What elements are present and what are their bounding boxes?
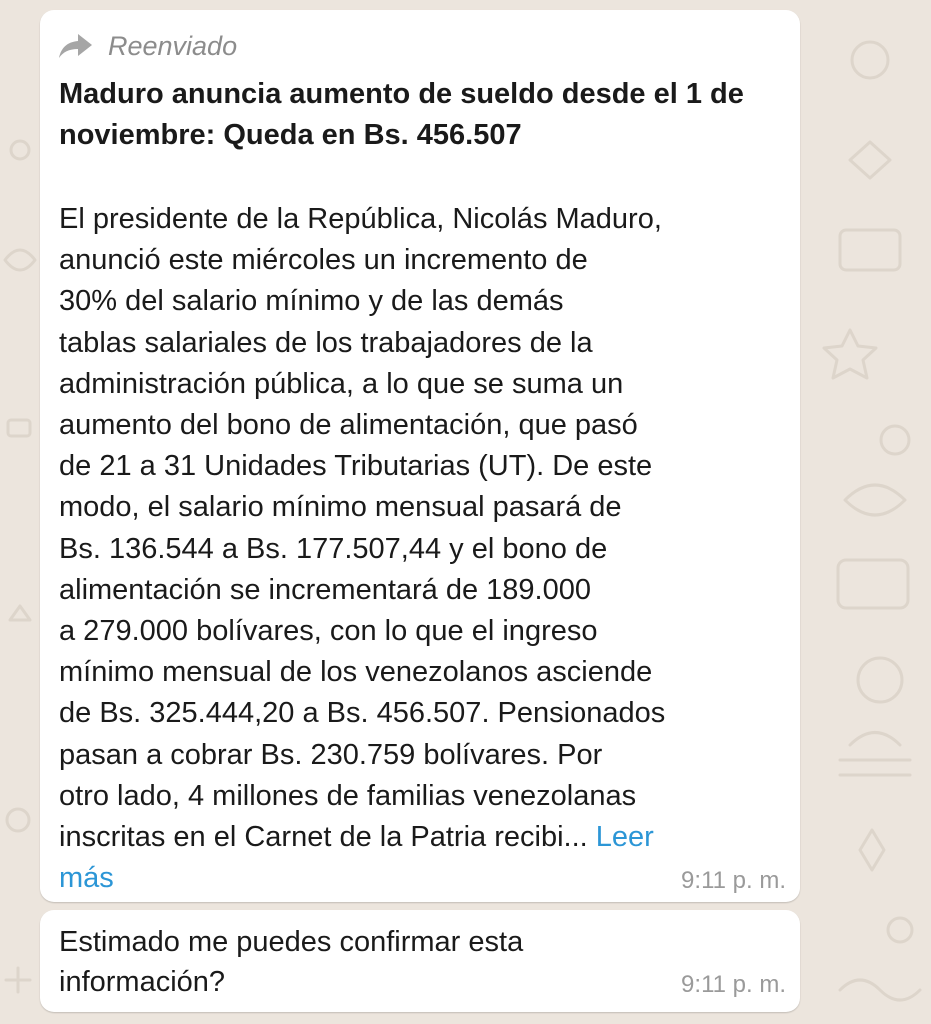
body-line: aumento del bono de alimentación, que pasó	[59, 409, 638, 442]
forwarded-indicator	[58, 28, 237, 64]
body-line: a 279.000 bolívares, con lo que el ingreso	[59, 615, 598, 648]
body-line: administración pública, a lo que se suma un	[59, 367, 624, 400]
body-line: tablas salariales de los trabajadores de la	[59, 326, 593, 359]
reply-message-bubble[interactable]	[40, 910, 800, 1012]
body-line: otro lado, 4 millones de familias venezolanas	[59, 779, 637, 812]
body-line: anunció este miércoles un incremento de	[59, 244, 588, 277]
forward-arrow-icon	[58, 32, 94, 60]
message-body	[59, 199, 779, 899]
body-line-last	[59, 817, 779, 858]
read-more-link[interactable]: Leer	[595, 821, 654, 854]
read-more-continuation	[59, 858, 779, 899]
body-line: de Bs. 325.444,20 a Bs. 456.507. Pensionados	[59, 697, 666, 730]
read-more-link-continued[interactable]: más	[59, 862, 114, 895]
reply-text	[59, 922, 659, 1002]
reply-line: Estimado me puedes confirmar esta	[59, 926, 524, 958]
reply-timestamp: 9:11 p. m.	[681, 971, 786, 998]
body-line: El presidente de la República, Nicolás Maduro,	[59, 203, 662, 235]
headline-line: Maduro anuncia aumento de sueldo desde el 1	[59, 78, 702, 110]
forwarded-message-bubble[interactable]	[40, 10, 800, 902]
body-line-text: inscritas en el Carnet de la Patria recibi...	[59, 821, 588, 854]
message-headline	[59, 74, 789, 156]
forwarded-label: Reenviado	[108, 31, 238, 61]
message-timestamp: 9:11 p. m.	[681, 867, 786, 894]
headline-line: de noviembre: Queda en Bs. 456.507	[59, 78, 744, 151]
body-line: Bs. 136.544 a Bs. 177.507,44 y el bono de	[59, 532, 608, 565]
body-line: de 21 a 31 Unidades Tributarias (UT). De este	[59, 450, 653, 483]
body-line: alimentación se incrementará de 189.000	[59, 573, 591, 606]
body-line: modo, el salario mínimo mensual pasará de	[59, 491, 622, 524]
body-line: mínimo mensual de los venezolanos asciende	[59, 656, 653, 689]
reply-line: información?	[59, 966, 226, 998]
body-line: 30% del salario mínimo y de las demás	[59, 285, 564, 318]
body-line: pasan a cobrar Bs. 230.759 bolívares. Por	[59, 738, 603, 771]
